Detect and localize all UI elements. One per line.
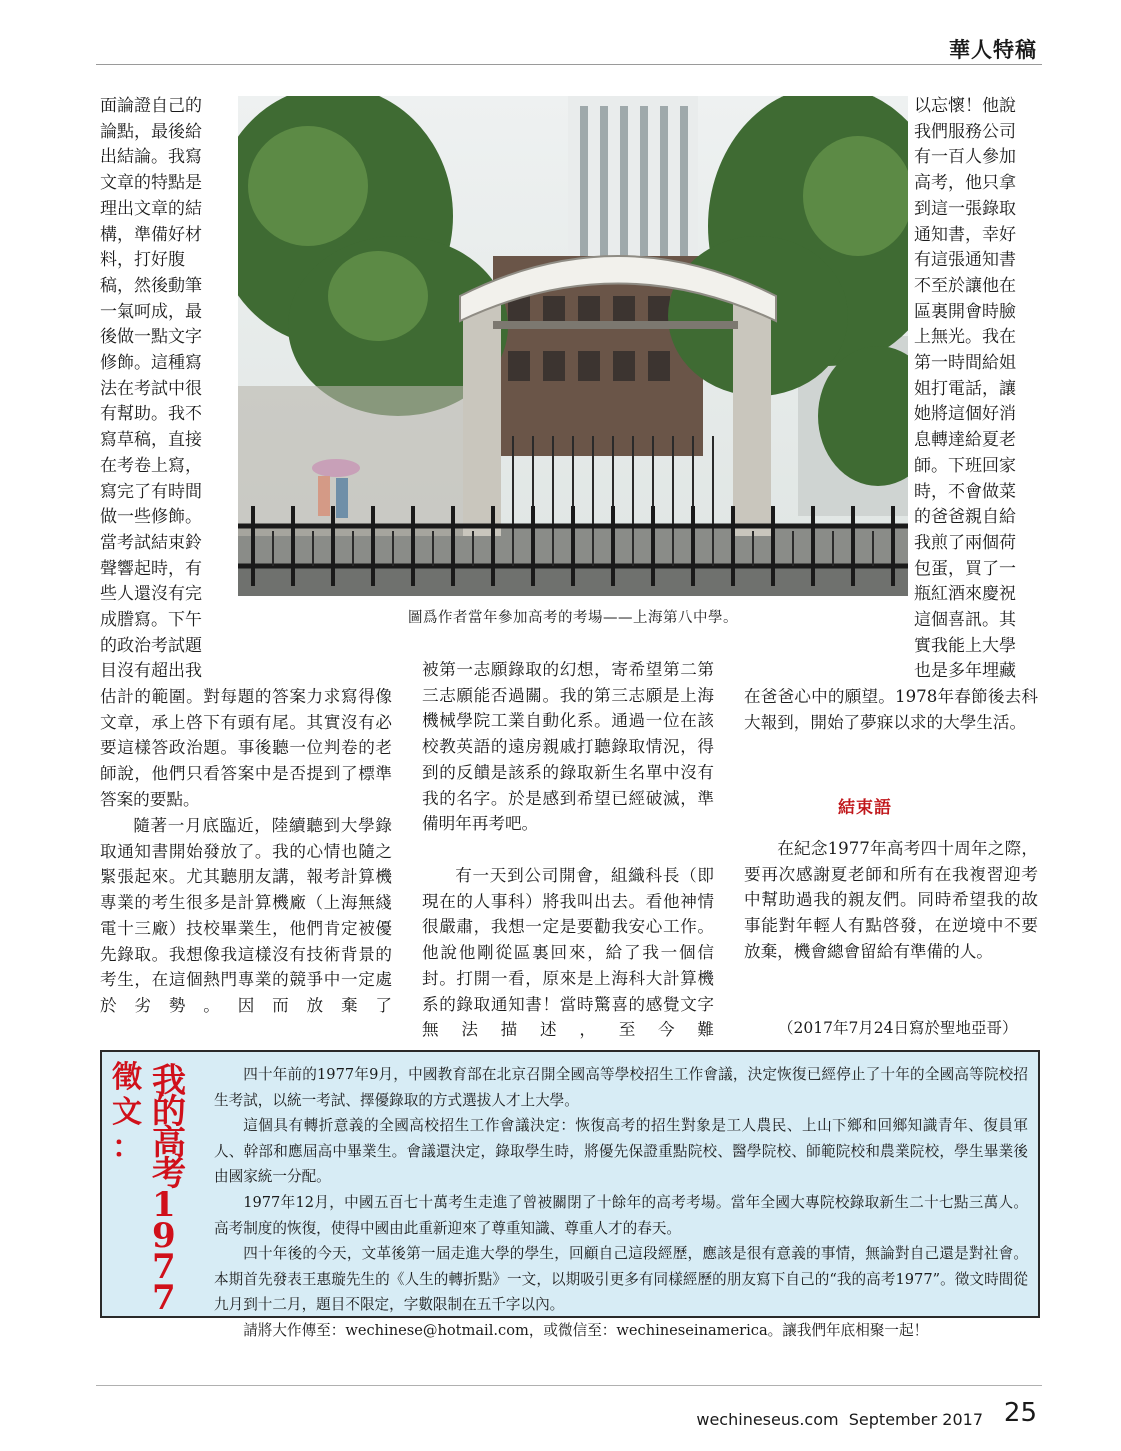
left-column-narrow-text: 面論證自己的 論點，最後給 出結論。我寫 文章的特點是 理出文章的結 構，準備好材 料，打好腹 稿，然後動筆 一氣呵成，最 後做一點文字 修飾。這種寫 法在考試中很 有幫助。我不 寫草稿，直接 在考卷上寫， 寫完了有時間 做一些修飾。 當考試結束鈴 聲響起時，有 些人還沒有完 成謄寫。下午 的政治考試題 目沒有超出我	[100, 96, 202, 682]
closing-paragraph: 在紀念1977年高考四十周年之際，要再次感謝夏老師和所有在我複習迎考中幫助過我的親友們。同時希望我的故事能對年輕人有點啓發，在逆境中不要放棄，機會總會留給有準備的人。	[744, 839, 1038, 961]
right-column-paragraph-1: 在爸爸心中的願望。1978年春節後去科大報到，開始了夢寐以求的大學生活。	[744, 687, 1038, 732]
top-divider	[96, 64, 1042, 65]
middle-column-paragraph-1: 被第一志願錄取的幻想，寄希望第二第三志願能否過關。我的第三志願是上海機械學院工業自動化系。通過一位在該校教英語的遠房親戚打聽錄取情況，得到的反饋是該系的錄取新生名單中沒有我的名字。於是感到希望已經破滅，準備明年再考吧。	[422, 660, 714, 834]
notice-paragraph: 四十年後的今天，文革後第一屆走進大學的學生，回顧自己這段經歷，應該是很有意義的事情，無論對自己還是對社會。本期首先發表王惠璇先生的《人生的轉折點》一文，以期吸引更多有同樣經歷的朋友寫下自己的“我的高考1977”。徵文時間從九月到十二月，題目不限定，字數限制在五千字以內。	[214, 1245, 1028, 1314]
call-for-submissions-box	[100, 1050, 1040, 1339]
page-number: 25	[1003, 1398, 1037, 1428]
closing-date-line: （2017年7月24日寫於聖地亞哥）	[778, 1019, 1018, 1037]
left-column-paragraph-2: 隨著一月底臨近，陸續聽到大學錄取通知書開始發放了。我的心情也隨之緊張起來。尤其聽朋友講，報考計算機專業的考生很多是計算機廠（上海無綫電十三廠）技校畢業生，他們肯定被優先錄取。我想像我這樣沒有技術背景的考生，在這個熱門專業的競爭中一定處於劣勢。因而放棄了	[100, 816, 392, 1015]
left-column-paragraph-1	[100, 684, 392, 813]
footer-site-date: wechineseus.com September 2017	[696, 1410, 983, 1429]
notice-title: 我 的 高 考 1 9 7 7	[152, 1061, 186, 1318]
closing-heading: 結束語	[838, 798, 892, 818]
notice-contact-line: 請將大作傳至：wechinese@hotmail.com，或微信至：wechineseinamerica。讓我們年底相聚一起！	[243, 1321, 929, 1339]
notice-paragraph: 1977年12月，中國五百七十萬考生走進了曾被關閉了十餘年的高考考場。當年全國大專院校錄取新生二十七點三萬人。高考制度的恢復，使得中國由此重新迎來了尊重知識、尊重人才的春天。	[214, 1193, 1028, 1237]
notice-paragraph: 這個具有轉折意義的全國高校招生工作會議決定：恢復高考的招生對象是工人農民、上山下鄉和回鄉知識青年、復員軍人、幹部和應屆高中畢業生。會議還決定，錄取學生時，將優先保證重點院校、醫學院校、師範院校和農業院校，學生畢業後由國家統一分配。	[214, 1117, 1028, 1186]
middle-column-paragraph-2: 有一天到公司開會，組織科長（即現在的人事科）將我叫出去。看他神情很嚴肅，我想一定是要勸我安心工作。他說他剛從區裏回來，給了我一個信封。打開一看，原來是上海科大計算機系的錄取通知書！當時驚喜的感覺文字無法描述，至今難	[422, 866, 714, 1040]
notice-label: 徵 文 ：	[112, 1060, 142, 1165]
right-column-narrow-text: 以忘懷！他說 我們服務公司 有一百人參加 高考，他只拿 到這一張錄取 通知書，幸好 有這張通知書 不至於讓他在 區裏開會時臉 上無光。我在 第一時間給姐 姐打電話，讓 她將這個好消 息轉達給夏老 師。下班回家 時，不會做菜 的爸爸親自給 我煎了兩個荷 包蛋，買了一 瓶紅酒來慶祝 這個喜訊。其 實我能上大學 也是多年埋藏	[914, 96, 1016, 682]
school-gate-photo	[238, 96, 908, 596]
bottom-divider	[96, 1385, 1042, 1386]
photo-caption: 圖爲作者當年參加高考的考場——上海第八中學。	[408, 610, 738, 626]
school-gate-illustration	[238, 96, 908, 596]
notice-body	[214, 1062, 1028, 1344]
notice-paragraph: 四十年前的1977年9月，中國教育部在北京召開全國高等學校招生工作會議，決定恢復已經停止了十年的全國高等院校招生考試，以統一考試、擇優錄取的方式選拔人才上大學。	[214, 1066, 1028, 1109]
left-paragraph-1-text: 估計的範圍。對每題的答案力求寫得像文章，承上啓下有頭有尾。其實沒有必要這樣答政治題。事後聽一位判卷的老師說，他們只看答案中是否提到了標準答案的要點。	[100, 687, 392, 809]
section-title: 華人特稿	[949, 38, 1037, 62]
